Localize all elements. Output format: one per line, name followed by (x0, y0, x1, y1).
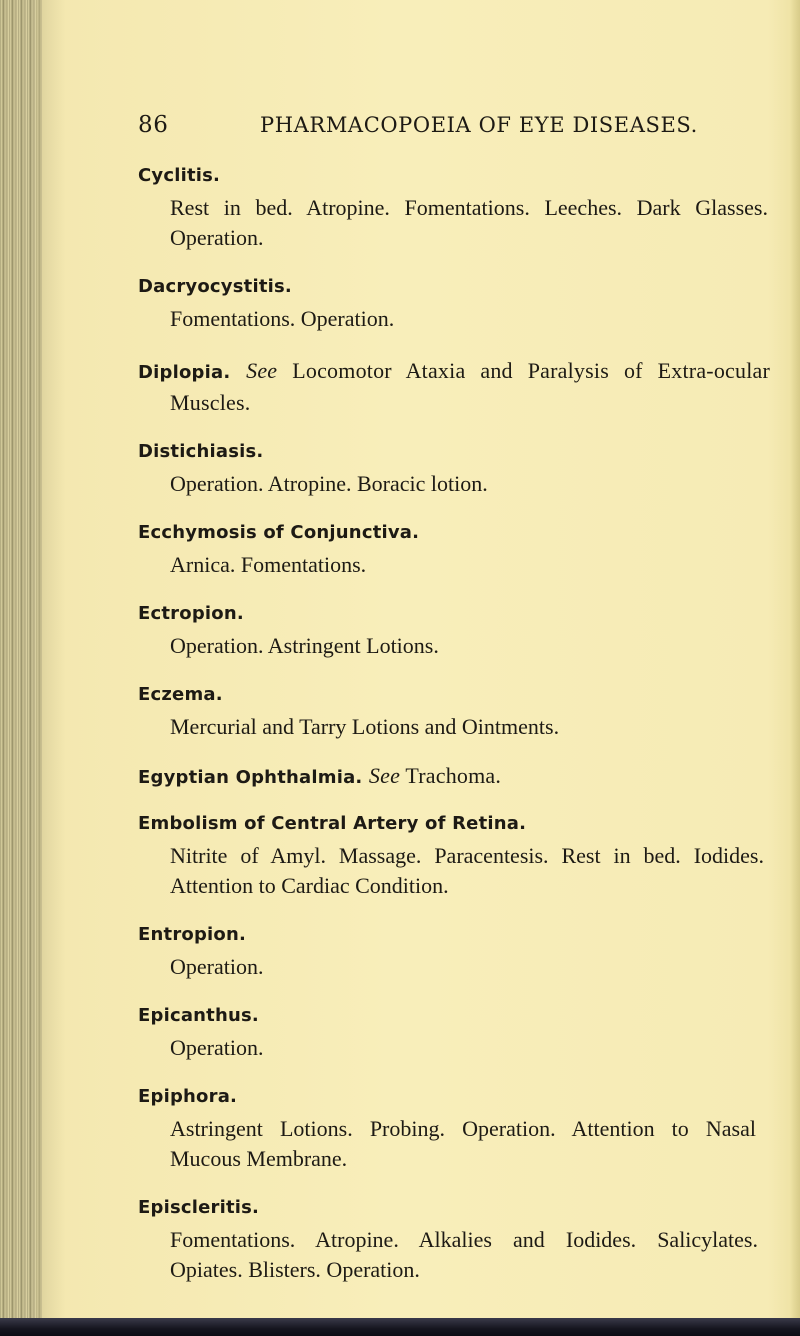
running-title: PHARMACOPOEIA OF EYE DISEASES. (260, 113, 698, 137)
entry-egyptian-ophthalmia (138, 764, 778, 790)
entry-cyclitis (138, 164, 778, 253)
entry-entropion (138, 923, 778, 982)
entry-term: Ecchymosis of Conjunctiva. (138, 522, 420, 543)
entry-term: Episcleritis. (138, 1197, 260, 1218)
entry-text: Operation. (170, 1035, 264, 1060)
entry-text: Operation. Astringent Lotions. (170, 633, 439, 658)
entry-eczema (138, 683, 778, 742)
entry-term: Diplopia. (138, 362, 231, 383)
entry-term-line (138, 356, 778, 420)
running-header (138, 112, 738, 138)
entry-distichiasis (138, 440, 778, 499)
entry-text: Fomentations. Atropine. Alkalies and Iodides. Salicylates. Opiates. Blisters. Operation. (170, 1227, 758, 1282)
entry-term: Eczema. (138, 684, 223, 705)
entry-ecchymosis (138, 521, 778, 580)
entry-term: Egyptian Ophthalmia. (138, 767, 363, 788)
entry-text: Fomentations. Operation. (170, 306, 395, 331)
page-number: 86 (138, 112, 169, 138)
entry-text: Locomotor Ataxia and Paralysis of Extra-ocular Muscles. (170, 358, 770, 415)
entry-diplopia (138, 356, 778, 420)
see-reference: See (246, 358, 278, 383)
entry-text: Trachoma. (405, 763, 502, 788)
entry-text: Astringent Lotions. Probing. Operation. Attention to Nasal Mucous Membrane. (170, 1116, 756, 1171)
entry-text: Operation. Atropine. Boracic lotion. (170, 471, 488, 496)
entry-term-line (138, 764, 778, 790)
entry-term: Epiphora. (138, 1086, 238, 1107)
entry-text: Rest in bed. Atropine. Fomentations. Leeches. Dark Glasses. Operation. (170, 195, 768, 250)
entry-term: Entropion. (138, 924, 247, 945)
entry-list (138, 164, 778, 1307)
entry-term: Epicanthus. (138, 1005, 259, 1026)
entry-text: Operation. (170, 954, 264, 979)
entry-embolism (138, 812, 778, 901)
entry-text: Nitrite of Amyl. Massage. Paracentesis. Rest in bed. Iodides. Attention to Cardiac Condition. (170, 843, 764, 898)
entry-text: Mercurial and Tarry Lotions and Ointments. (170, 714, 560, 739)
entry-dacryocystitis (138, 275, 778, 334)
entry-epiphora (138, 1085, 778, 1174)
entry-epicanthus (138, 1004, 778, 1063)
entry-text: Arnica. Fomentations. (170, 552, 367, 577)
entry-term: Dacryocystitis. (138, 276, 292, 297)
entry-term: Cyclitis. (138, 165, 221, 186)
entry-term: Embolism of Central Artery of Retina. (138, 813, 527, 834)
entry-ectropion (138, 602, 778, 661)
entry-term: Ectropion. (138, 603, 244, 624)
entry-episcleritis (138, 1196, 778, 1285)
entry-term: Distichiasis. (138, 441, 264, 462)
see-reference: See (368, 763, 401, 788)
